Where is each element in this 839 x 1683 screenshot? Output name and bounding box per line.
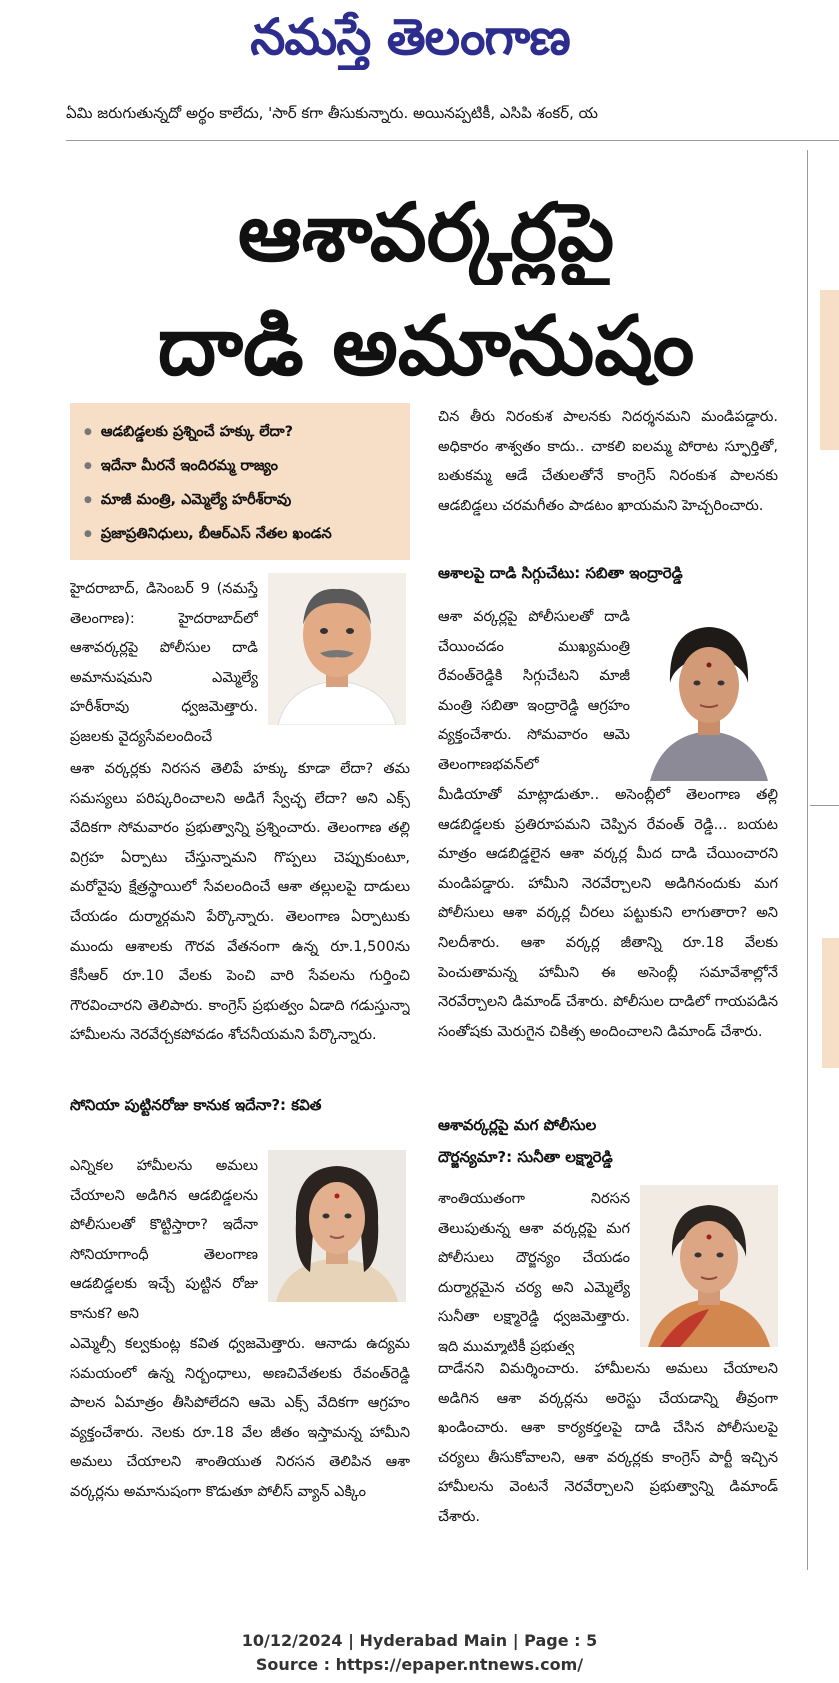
kavitha-photo: [268, 1150, 406, 1302]
sabitha-body: మీడియాతో మాట్లాడుతూ.. అసెంబ్లీలో తెలంగాణ తల్లి ఆడబిడ్డలకు ప్రతిరూపమని చెప్పిన రేవంత్ రెడ్డి... బయట మాత్రం ఆడబిడ్డలైన ఆశా వర్కర్ల మీద దాడి చేయించారని మండిపడ్డారు. హామీని నెరవేర్చాలని అడిగినందుకు మగ పోలీసులు ఆశా వర్కర్ల చీరలు పట్టుకుని లాగుతారా? అని నిలదీశారు. ఆశా వర్కర్ల జీతాన్ని రూ.18 వేలకు పెంచుతామన్న హామీని ఈ అసెంబ్లీ సమావేశాల్లోనే నెరవేర్చాలని డిమాండ్ చేశారు. పోలీసుల దాడిలో గాయపడిన సంతోషకు మెరుగైన చికిత్స అందించాలని డిమాండ్ చేశారు.: [438, 787, 778, 1040]
harish-intro: హైదరాబాద్, డిసెంబర్ 9 (నమస్తే తెలంగాణ): హైదరాబాద్‌లో ఆశావర్కర్లపై పోలీసుల దాడి అమానుషమని ఎమ్మెల్యే హరీశ్‌రావు ధ్వజమెత్తారు. ప్రజలకు వైద్యసేవలందించే: [70, 581, 258, 745]
portrait-man-icon: [268, 573, 406, 725]
bullet-item: ● ఆడబిడ్డలకు ప్రశ్నించే హక్కు లేదా?: [84, 415, 400, 449]
sabitha-photo: [640, 603, 778, 781]
portrait-woman-icon: [268, 1150, 406, 1302]
kavitha-body: ఎమ్మెల్సీ కల్వకుంట్ల కవిత ధ్వజమెత్తారు. ఆనాడు ఉద్యమ సమయంలో ఉన్న నిర్బంధాలు, అణచివేతలకు రేవంత్‌రెడ్డి పాలన ఏమాత్రం తీసిపోలేదని ఆమె ఎక్స్ వేదికగా ఆగ్రహం వ్యక్తంచేశారు. నెలకు రూ.18 వేల జీతం ఇస్తామన్న హామీని అమలు చేయాలని శాంతియుత నిరసన తెలిపిన ఆశా వర్కర్లను అమానుషంగా కొడుతూ పోలీస్ వ్యాన్ ఎక్కిం: [70, 1336, 410, 1500]
sunitha-photo: [640, 1185, 778, 1347]
footer-source-line: Source : https://epaper.ntnews.com/: [255, 1655, 584, 1674]
masthead-logo: నమస్తే తెలంగాణ: [250, 7, 570, 66]
adjacent-article-box-2: [822, 938, 839, 1068]
headline-line-2: దాడి అమానుషం: [157, 299, 695, 394]
sunitha-heading-1: ఆశావర్కర్లపై మగ పోలీసుల: [438, 1116, 597, 1134]
harish-body: ఆశా వర్కర్లకు నిరసన తెలిపే హక్కు కూడా లేదా? తమ సమస్యలు పరిష్కరించాలని అడిగే స్వేచ్ఛ లేదా? అని ఎక్స్ వేదికగా సోమవారం ప్రభుత్వాన్ని ప్రశ్నించారు. తెలంగాణ తల్లి విగ్రహ ఏర్పాటు చేస్తున్నామని గొప్పలు చెప్పుకుంటూ, మరోవైపు క్షేత్రస్థాయిలో సేవలందించే ఆశా తల్లులపై దాడులు చేయడం దుర్మార్గమని పేర్కొన్నారు. తెలంగాణ ఏర్పాటుకు ముందు ఆశాలకు గౌరవ వేతనంగా ఉన్న రూ.1,500ను కేసీఆర్ రూ.10 వేలకు పెంచి వారి సేవలను గుర్తించి గౌరవించారని తెలిపారు. కాంగ్రెస్ ప్రభుత్వం ఏడాది గడుస్తున్నా హామీలను నెరవేర్చకపోవడం శోచనీయమని పేర్కొన్నారు.: [70, 761, 410, 1044]
bullet-item: ● ప్రజాప్రతినిధులు, బీఆర్‌ఎస్ నేతల ఖండన: [84, 517, 400, 551]
sunitha-heading-2: దౌర్జన్యమా?: సునీతా లక్ష్మారెడ్డి: [438, 1148, 613, 1166]
ticker-text: ఏమి జరుగుతున్నదో అర్థం కాలేదు, 'సార్ కగా తీసుకున్నారు. అయినప్పటికీ, ఎసిపి శంకర్, య: [66, 104, 598, 122]
headline-line-1: ఆశావర్కర్లపై: [237, 186, 615, 279]
sunitha-body: దాడేనని విమర్శించారు. హామీలను అమలు చేయాలని అడిగిన ఆశా వర్కర్లను అరెస్టు చేయడాన్ని తీవ్రంగా ఖండించారు. ఆశా కార్యకర్తలపై దాడి చేసిన పోలీసులపై చర్యలు తీసుకోవాలని, ఆశా వర్కర్లకు కాంగ్రెస్ పార్టీ ఇచ్చిన హామీలను వెంటనే నెరవేర్చాలని ప్రభుత్వాన్ని డిమాండ్ చేశారు.: [438, 1361, 778, 1525]
right-column-divider: [807, 150, 808, 1570]
footer-date-line: 10/12/2024 | Hyderabad Main | Page : 5: [241, 1631, 598, 1650]
sabitha-intro: ఆశా వర్కర్లపై పోలీసులతో దాడి చేయించడం ముఖ్యమంత్రి రేవంత్‌రెడ్డికి సిగ్గుచేటని మాజీ మంత్రి సబితా ఇంద్రారెడ్డి ఆగ్రహం వ్యక్తంచేశారు. సోమవారం ఆమె తెలంగాణభవన్‌లో: [438, 609, 630, 773]
adjacent-divider: [810, 805, 839, 806]
bullet-item: ● ఇదేనా మీరనే ఇందిరమ్మ రాజ్యం: [84, 449, 400, 483]
sunitha-intro: శాంతియుతంగా నిరసన తెలుపుతున్న ఆశా వర్కర్లపై మగ పోలీసులు దౌర్జన్యం చేయడం దుర్మార్గమైన చర్య అని ఎమ్మెల్యే సునీతా లక్ష్మారెడ్డి ధ్వజమెత్తారు. ఇది ముమ్మాటికీ ప్రభుత్వ: [438, 1191, 630, 1355]
bullet-box: [70, 403, 410, 560]
top-divider: [66, 140, 839, 141]
kavitha-heading: సోనియా పుట్టినరోజు కానుక ఇదేనా?: కవిత: [70, 1096, 322, 1114]
portrait-woman-icon: [640, 1185, 778, 1347]
sabitha-heading: ఆశాలపై దాడి సిగ్గుచేటు: సబితా ఇంద్రారెడ్డి: [438, 564, 683, 582]
kavitha-intro: ఎన్నికల హామీలను అమలు చేయాలని అడిగిన ఆడబిడ్డలను పోలీసులతో కొట్టిస్తారా? ఇదేనా సోనియాగాంధీ తెలంగాణ ఆడబిడ్డలకు ఇచ్చే పుట్టిన రోజు కానుక? అని: [70, 1158, 258, 1322]
portrait-woman-icon: [640, 603, 778, 781]
adjacent-article-box: [820, 290, 839, 450]
harish-rao-photo: [268, 573, 406, 725]
bullet-item: ● మాజీ మంత్రి, ఎమ్మెల్యే హరీశ్‌రావు: [84, 483, 400, 517]
continuation-text: చిన తీరు నిరంకుశ పాలనకు నిదర్శనమని మండిపడ్డారు. అధికారం శాశ్వతం కాదు.. చాకలి ఐలమ్మ పోరాట స్ఫూర్తితో, బతుకమ్మ ఆడే చేతులతోనే కాంగ్రెస్ నిరంకుశ పాలనకు ఆడబిడ్డలు చరమగీతం పాడటం ఖాయమని హెచ్చరించారు.: [438, 409, 778, 514]
